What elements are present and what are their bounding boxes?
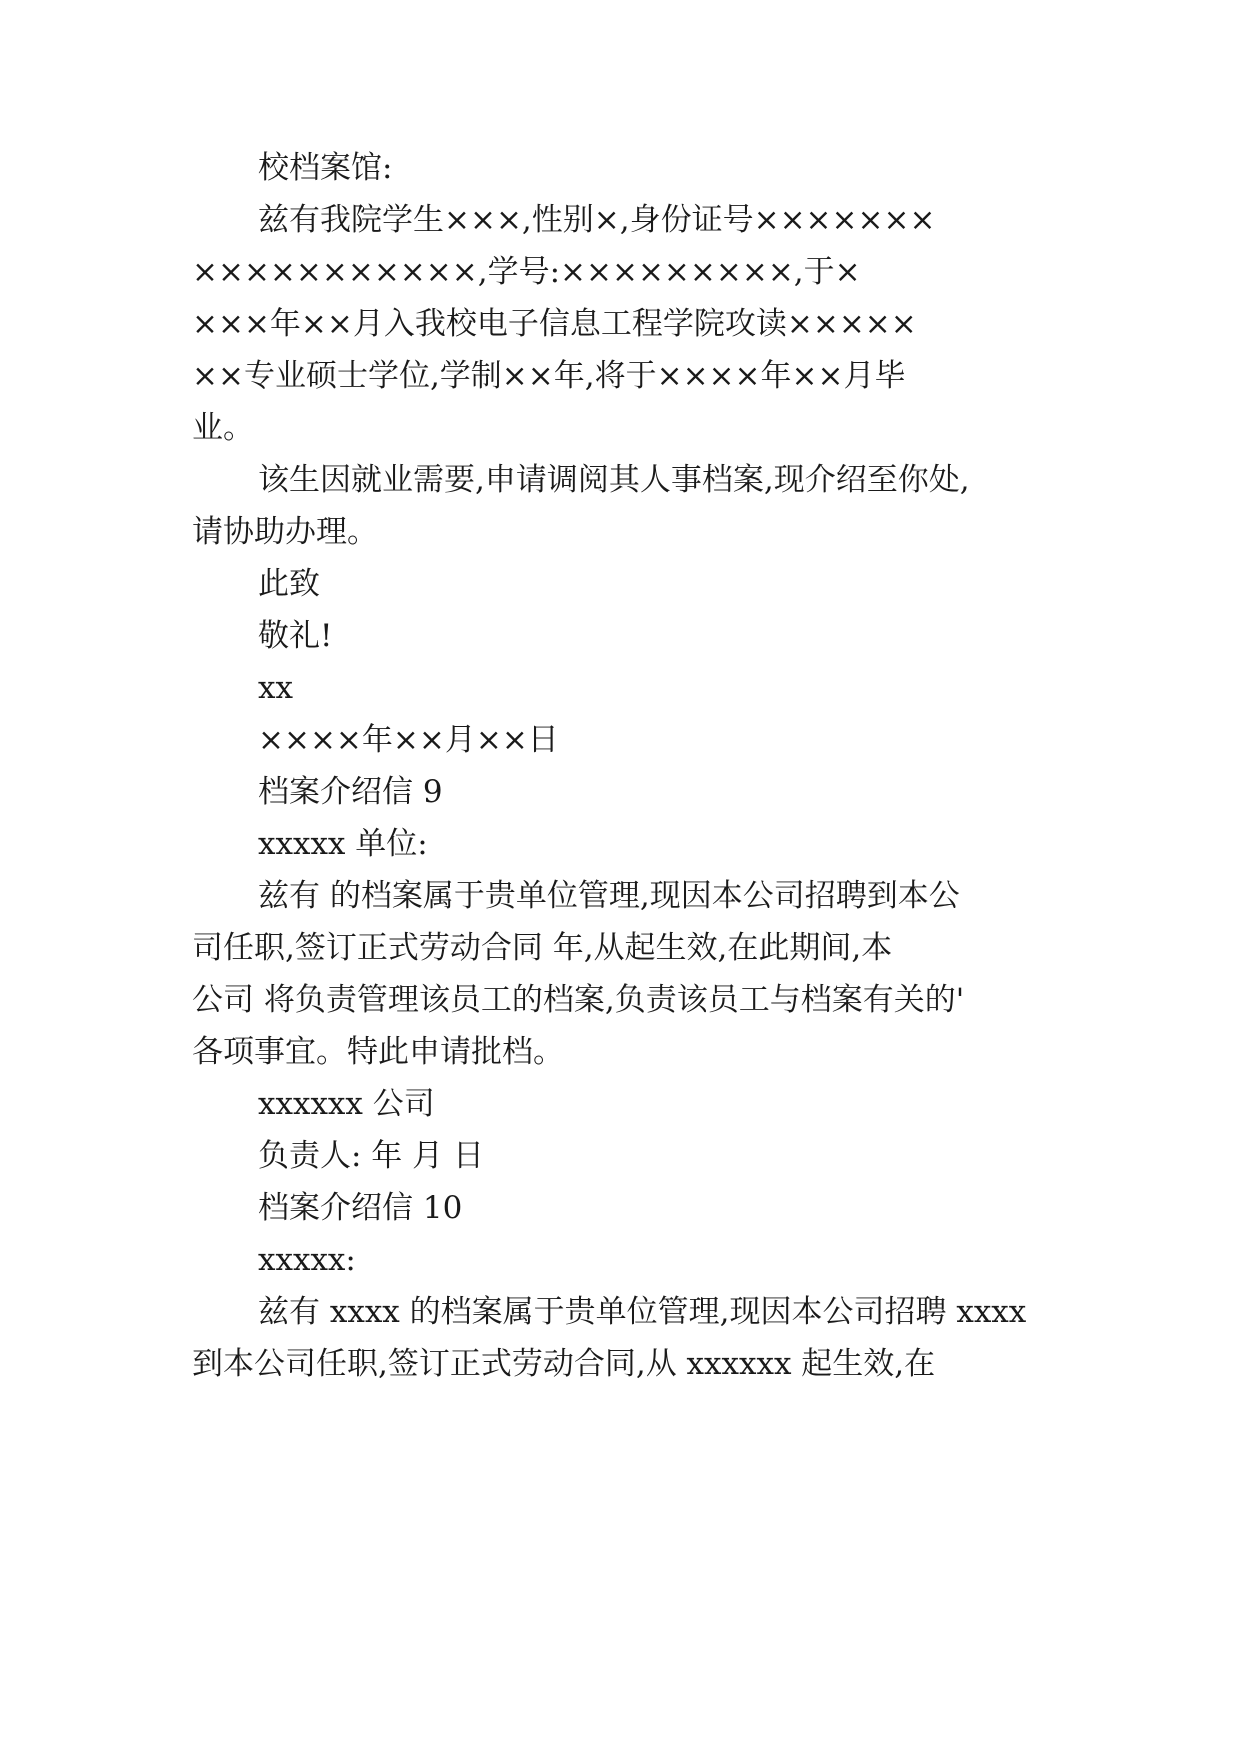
body-line: 到本公司任职,签订正式劳动合同,从 xxxxxx 起生效,在 [192, 1346, 936, 1382]
section-heading: 档案介绍信 10 [258, 1190, 463, 1226]
body-line: 各项事宜。特此申请批档。 [192, 1034, 564, 1070]
body-line: ×××××××××××,学号:×××××××××,于× [192, 254, 861, 290]
signature-company: xxxxxx 公司 [258, 1086, 435, 1122]
closing-line: 敬礼! [258, 618, 333, 654]
body-line: 公司 将负责管理该员工的档案,负责该员工与档案有关的' [192, 982, 965, 1018]
body-line: 兹有 xxxx 的档案属于贵单位管理,现因本公司招聘 xxxx [258, 1294, 1027, 1330]
salutation-unit: xxxxx 单位: [258, 826, 428, 862]
body-line: 该生因就业需要,申请调阅其人事档案,现介绍至你处, [258, 462, 970, 498]
salutation-unit: xxxxx: [258, 1242, 356, 1278]
body-line: 司任职,签订正式劳动合同 年,从起生效,在此期间,本 [192, 930, 893, 966]
body-line: 兹有 的档案属于贵单位管理,现因本公司招聘到本公 [258, 878, 960, 914]
signature-name: xx [258, 670, 293, 706]
signature-date: ××××年××月××日 [258, 722, 559, 758]
salutation-archive: 校档案馆: [258, 150, 393, 186]
body-line: ×××年××月入我校电子信息工程学院攻读××××× [192, 306, 917, 342]
closing-line: 此致 [258, 566, 320, 602]
signature-responsible: 负责人: 年 月 日 [258, 1138, 485, 1174]
section-heading: 档案介绍信 9 [258, 774, 443, 810]
body-line: 兹有我院学生×××,性别×,身份证号××××××× [258, 202, 936, 238]
body-line: 请协助办理。 [192, 514, 378, 550]
body-line: ××专业硕士学位,学制××年,将于××××年××月毕 [192, 358, 906, 394]
body-line: 业。 [192, 410, 254, 446]
